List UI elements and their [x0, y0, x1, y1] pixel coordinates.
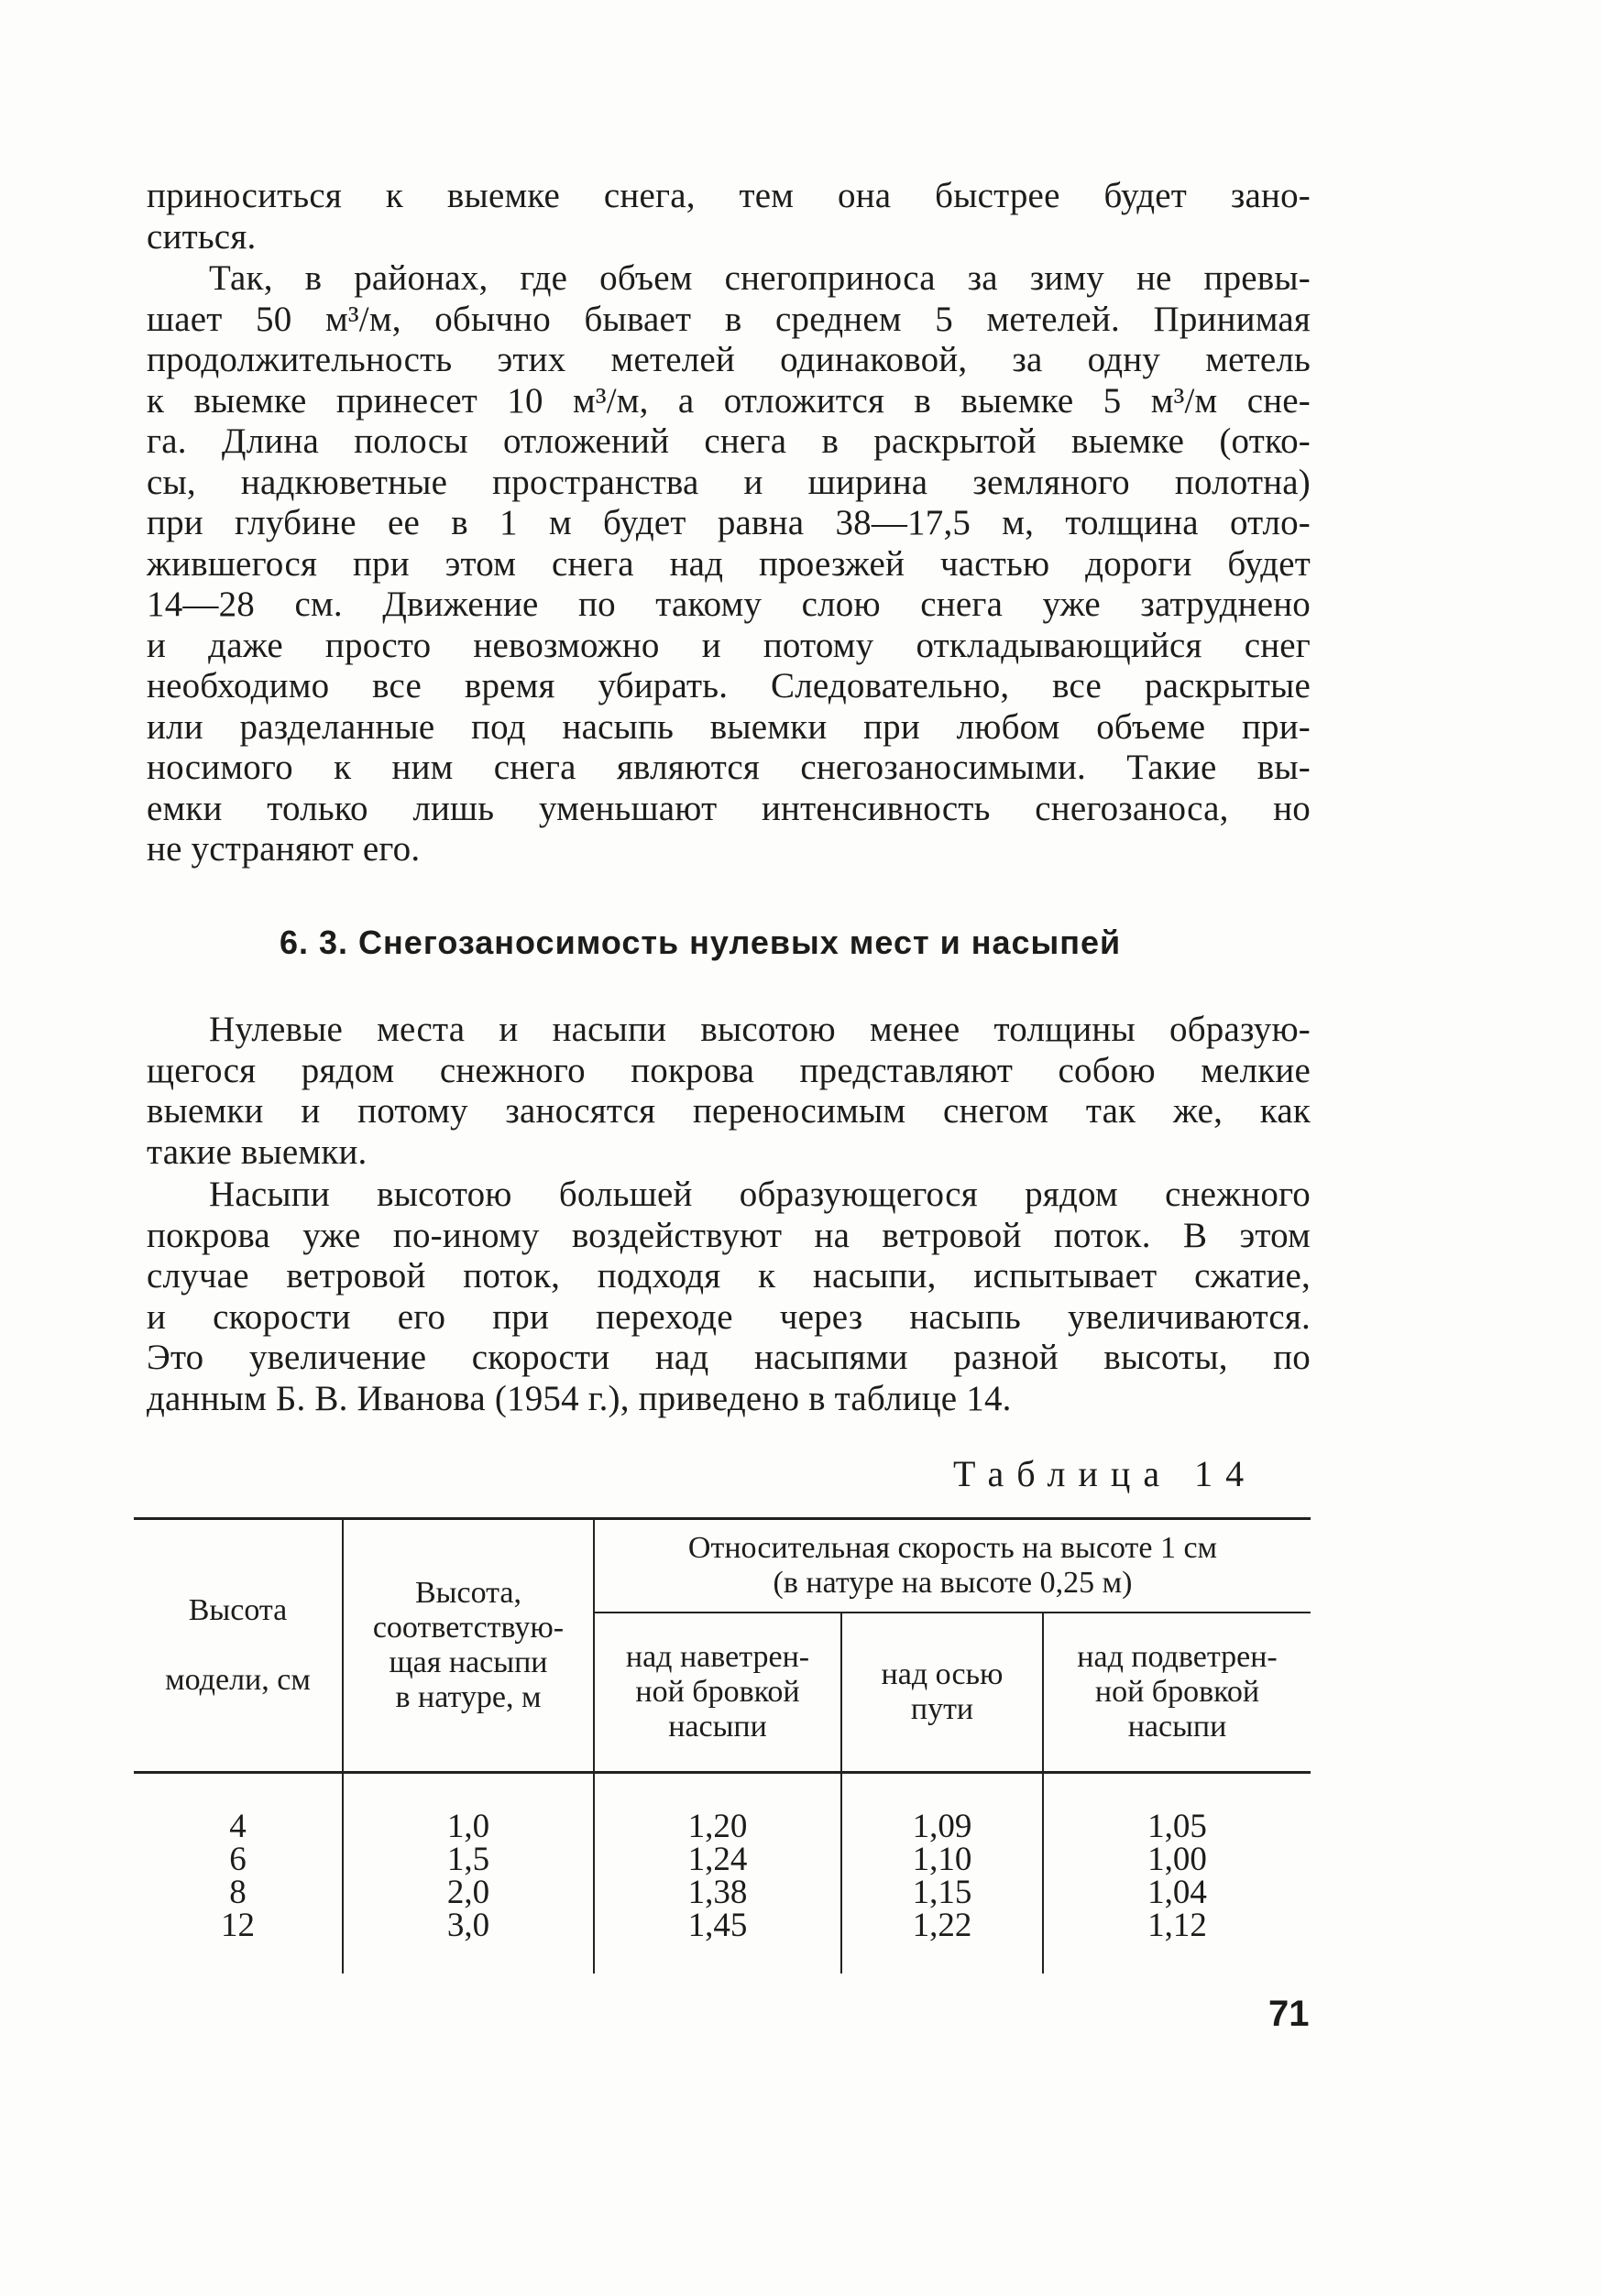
table-cell: 2,0 [343, 1876, 594, 1909]
text-line: емки только лишь уменьшают интенсивность снегозаноса, но [147, 788, 1311, 828]
table-cell: 1,05 [1043, 1773, 1311, 1844]
header-text: пути [910, 1692, 974, 1726]
text-line: щегося рядом снежного покрова представляют собою мелкие [147, 1050, 1311, 1090]
text-line: и даже просто невозможно и потому откладывающийся снег [147, 625, 1311, 665]
text-line: шает 50 м³/м, обычно бывает в среднем 5 метелей. Принимая [147, 299, 1311, 339]
table-row [134, 1773, 1311, 1844]
table-caption: Таблица 14 [953, 1453, 1257, 1494]
table-cell: 1,38 [594, 1876, 841, 1909]
text-line: покрова уже по-иному воздействуют на ветровой поток. В этом [147, 1215, 1311, 1255]
text-line: выемки и потому заносятся переносимым снегом так же, как [147, 1091, 1311, 1131]
table-cell: 1,20 [594, 1773, 841, 1844]
text-line: не устраняют его. [147, 829, 421, 869]
text-line: или разделанные под насыпь выемки при любом объеме при- [147, 706, 1311, 747]
section-heading: 6. 3. Снегозаносимость нулевых мест и насыпей [280, 924, 1122, 961]
header-field-height [343, 1519, 594, 1773]
table-row [134, 1843, 1311, 1876]
table-cell: 12 [134, 1909, 343, 1973]
text-line: при глубине ее в 1 м будет равна 38—17,5 м, толщина отло- [147, 503, 1311, 542]
header-windward-edge [594, 1613, 841, 1773]
table-cell: 6 [134, 1843, 343, 1876]
text-line: сы, надкюветные пространства и ширина земляного полотна) [147, 462, 1311, 502]
paragraph-snow-volume [147, 258, 1311, 870]
page-number: 71 [1268, 1994, 1310, 2034]
table-cell: 1,0 [343, 1773, 594, 1844]
table-cell: 8 [134, 1876, 343, 1909]
header-text: Высота, [414, 1576, 522, 1610]
header-text: насыпи [1127, 1710, 1227, 1744]
header-model-height [134, 1519, 343, 1773]
table-cell: 1,10 [841, 1843, 1043, 1876]
text-line: такие выемки. [147, 1132, 368, 1172]
text-line: необходимо все время убирать. Следовательно, все раскрытые [147, 666, 1311, 705]
header-leeward-edge [1043, 1613, 1311, 1773]
header-text: ной бровкой [1094, 1675, 1260, 1709]
text-line: носимого к ним снега являются снегозаносимыми. Такие вы- [147, 748, 1311, 787]
header-text: над осью [881, 1657, 1004, 1691]
text-line: жившегося при этом снега над проезжей частью дороги будет [147, 543, 1311, 584]
text-line: 14—28 см. Движение по такому слою снега уже затруднено [147, 585, 1311, 624]
table-cell: 1,00 [1147, 1841, 1207, 1878]
header-text: соответствую- [372, 1611, 565, 1645]
table-cell: 1,5 [343, 1843, 594, 1876]
header-relative-velocity [594, 1519, 1311, 1613]
header-text: ной бровкой [635, 1675, 800, 1709]
paragraph-zero-places [147, 1010, 1311, 1173]
table-row [134, 1909, 1311, 1973]
header-text: над наветрен- [625, 1640, 810, 1674]
table-cell: 1,12 [1147, 1907, 1207, 1944]
table-cell: 4 [134, 1773, 343, 1844]
velocity-table [134, 1517, 1311, 1973]
text-line: и скорости его при переходе через насыпь увеличиваются. [147, 1296, 1311, 1337]
table-cell: 1,24 [594, 1843, 841, 1876]
text-line: случае ветровой поток, подходя к насыпи, испытывает сжатие, [147, 1256, 1311, 1296]
table-row [134, 1876, 1311, 1909]
text-line: Так, в районах, где объем снегоприноса за зиму не превы- [209, 258, 1311, 298]
text-line: Нулевые места и насыпи высотою менее толщины образую- [209, 1010, 1311, 1049]
text-line: данным Б. В. Иванова (1954 г.), приведено в таблице 14. [147, 1378, 1012, 1418]
table-cell: 1,09 [841, 1773, 1043, 1844]
header-text: над подветрен- [1077, 1640, 1278, 1674]
header-text: в натуре, м [395, 1680, 542, 1714]
header-text: насыпи [668, 1710, 767, 1744]
paragraph-continuation [147, 176, 1311, 257]
table-cell: 1,22 [841, 1909, 1043, 1973]
header-text: Относительная скорость на высоте 1 см [687, 1531, 1218, 1565]
text-line: ситься. [147, 216, 257, 257]
text-line: к выемке принесет 10 м³/м, а отложится в выемке 5 м³/м сне- [147, 380, 1311, 421]
text-line: Насыпи высотою большей образующегося рядом снежного [209, 1175, 1311, 1214]
header-text: щая насыпи [389, 1645, 548, 1679]
header-text: модели, см [165, 1663, 311, 1697]
text-line: га. Длина полосы отложений снега в раскрытой выемке (отко- [147, 421, 1311, 461]
paragraph-embankments [147, 1175, 1311, 1419]
text-line: Это увеличение скорости над насыпями разной высоты, по [147, 1338, 1311, 1377]
header-text: Высота [188, 1593, 288, 1627]
text-line: приноситься к выемке снега, тем она быстрее будет зано- [147, 176, 1311, 215]
header-text: (в натуре на высоте 0,25 м) [773, 1566, 1133, 1600]
table-cell: 1,45 [594, 1909, 841, 1973]
text-line: продолжительность этих метелей одинаковой, за одну метель [147, 340, 1311, 379]
table-cell: 1,15 [841, 1876, 1043, 1909]
header-track-axis [841, 1613, 1043, 1773]
table-cell: 3,0 [343, 1909, 594, 1973]
table-cell: 1,04 [1147, 1874, 1207, 1911]
